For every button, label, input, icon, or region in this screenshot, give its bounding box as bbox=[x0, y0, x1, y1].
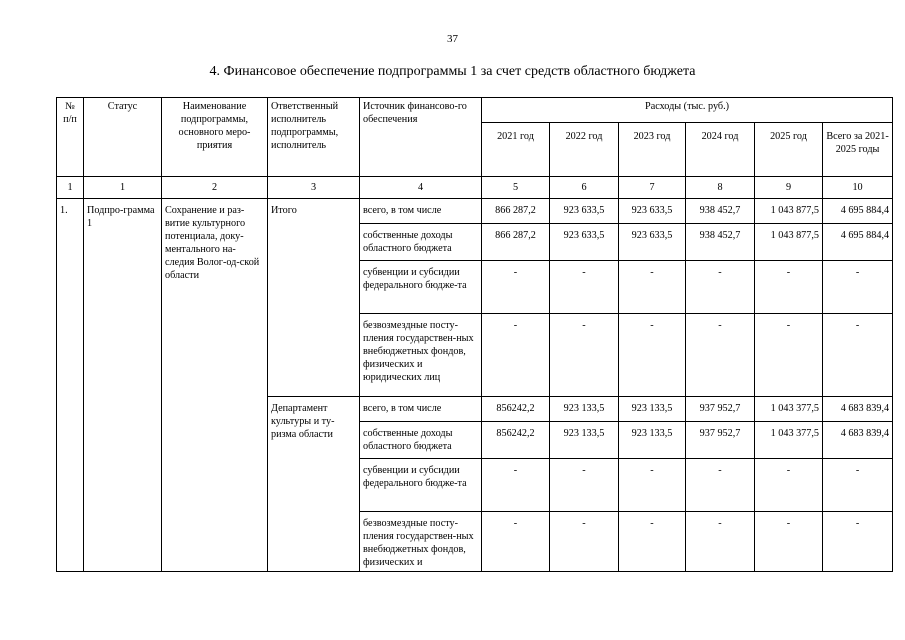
header-name: Наименование подпрограммы, основного меро-приятия bbox=[162, 98, 268, 177]
value-cell: - bbox=[619, 459, 686, 512]
value-cell: - bbox=[619, 314, 686, 397]
document-title: 4. Финансовое обеспечение подпрограммы 1 за счет средств областного бюджета bbox=[209, 64, 696, 79]
value-cell: - bbox=[686, 512, 755, 572]
value-cell-total: - bbox=[823, 261, 893, 314]
value-cell: - bbox=[550, 261, 619, 314]
row-responsible: Итого bbox=[268, 199, 360, 397]
header-expenses: Расходы (тыс. руб.) bbox=[482, 98, 893, 123]
value-cell: - bbox=[482, 459, 550, 512]
header-year: 2025 год bbox=[755, 123, 823, 177]
value-cell: 923 633,5 bbox=[619, 224, 686, 261]
value-cell: 923 133,5 bbox=[619, 422, 686, 459]
header-responsible: Ответственный исполнитель подпрограммы, исполнитель bbox=[268, 98, 360, 177]
header-year-total: Всего за 2021-2025 годы bbox=[823, 123, 893, 177]
value-cell: 856242,2 bbox=[482, 422, 550, 459]
value-cell-total: - bbox=[823, 459, 893, 512]
value-cell: 1 043 877,5 bbox=[755, 224, 823, 261]
value-cell: - bbox=[686, 459, 755, 512]
header-year: 2023 год bbox=[619, 123, 686, 177]
value-cell: 937 952,7 bbox=[686, 422, 755, 459]
value-cell: 938 452,7 bbox=[686, 224, 755, 261]
value-cell: 1 043 377,5 bbox=[755, 397, 823, 422]
value-cell: 1 043 377,5 bbox=[755, 422, 823, 459]
column-number: 1 bbox=[84, 177, 162, 199]
column-number: 1 bbox=[57, 177, 84, 199]
value-cell-total: - bbox=[823, 512, 893, 572]
header-num: № п/п bbox=[57, 98, 84, 177]
row-name: Сохранение и раз-витие культурного потенциала, доку-ментального на-следия Волог-од-ской области bbox=[162, 199, 268, 572]
column-number: 8 bbox=[686, 177, 755, 199]
header-year: 2022 год bbox=[550, 123, 619, 177]
column-number: 6 bbox=[550, 177, 619, 199]
column-number: 4 bbox=[360, 177, 482, 199]
value-cell-total: 4 683 839,4 bbox=[823, 397, 893, 422]
row-responsible: Департамент культуры и ту-ризма области bbox=[268, 397, 360, 572]
value-cell: 938 452,7 bbox=[686, 199, 755, 224]
value-cell: 923 133,5 bbox=[550, 422, 619, 459]
value-cell: 1 043 877,5 bbox=[755, 199, 823, 224]
value-cell: - bbox=[755, 314, 823, 397]
value-cell: 923 133,5 bbox=[619, 397, 686, 422]
value-cell: 866 287,2 bbox=[482, 199, 550, 224]
value-cell: - bbox=[482, 512, 550, 572]
value-cell-total: 4 695 884,4 bbox=[823, 224, 893, 261]
row-source: субвенции и субсидии федерального бюдже-та bbox=[360, 459, 482, 512]
column-numbers-row bbox=[57, 177, 893, 199]
value-cell: - bbox=[619, 261, 686, 314]
table-row bbox=[57, 199, 893, 224]
page-number: 37 bbox=[447, 33, 458, 45]
column-number: 9 bbox=[755, 177, 823, 199]
row-source: субвенции и субсидии федерального бюдже-та bbox=[360, 261, 482, 314]
value-cell: - bbox=[686, 314, 755, 397]
column-number: 10 bbox=[823, 177, 893, 199]
value-cell: - bbox=[550, 314, 619, 397]
value-cell: - bbox=[550, 459, 619, 512]
value-cell: - bbox=[755, 459, 823, 512]
finance-table bbox=[56, 97, 893, 572]
row-source: всего, в том числе bbox=[360, 397, 482, 422]
column-number: 7 bbox=[619, 177, 686, 199]
column-number: 2 bbox=[162, 177, 268, 199]
row-source: собственные доходы областного бюджета bbox=[360, 224, 482, 261]
value-cell: 923 133,5 bbox=[550, 397, 619, 422]
header-row bbox=[57, 98, 893, 123]
row-status: Подпро-грамма 1 bbox=[84, 199, 162, 572]
value-cell-total: 4 683 839,4 bbox=[823, 422, 893, 459]
value-cell: - bbox=[550, 512, 619, 572]
value-cell: - bbox=[755, 512, 823, 572]
value-cell-total: 4 695 884,4 bbox=[823, 199, 893, 224]
header-year: 2021 год bbox=[482, 123, 550, 177]
value-cell: 923 633,5 bbox=[550, 199, 619, 224]
row-source: безвозмездные посту-пления государствен-ных внебюджетных фондов, физических и юридических лиц bbox=[360, 314, 482, 397]
header-year: 2024 год bbox=[686, 123, 755, 177]
value-cell: - bbox=[755, 261, 823, 314]
row-source: безвозмездные посту-пления государствен-ных внебюджетных фондов, физических и bbox=[360, 512, 482, 572]
row-number: 1. bbox=[57, 199, 84, 572]
row-source: всего, в том числе bbox=[360, 199, 482, 224]
value-cell: 923 633,5 bbox=[550, 224, 619, 261]
header-status: Статус bbox=[84, 98, 162, 177]
value-cell: - bbox=[619, 512, 686, 572]
row-source: собственные доходы областного бюджета bbox=[360, 422, 482, 459]
finance-table-container bbox=[56, 97, 892, 572]
header-source: Источник финансово-го обеспечения bbox=[360, 98, 482, 177]
value-cell: 937 952,7 bbox=[686, 397, 755, 422]
value-cell: - bbox=[482, 314, 550, 397]
value-cell: - bbox=[482, 261, 550, 314]
value-cell-total: - bbox=[823, 314, 893, 397]
value-cell: - bbox=[686, 261, 755, 314]
column-number: 5 bbox=[482, 177, 550, 199]
value-cell: 856242,2 bbox=[482, 397, 550, 422]
value-cell: 923 633,5 bbox=[619, 199, 686, 224]
column-number: 3 bbox=[268, 177, 360, 199]
value-cell: 866 287,2 bbox=[482, 224, 550, 261]
